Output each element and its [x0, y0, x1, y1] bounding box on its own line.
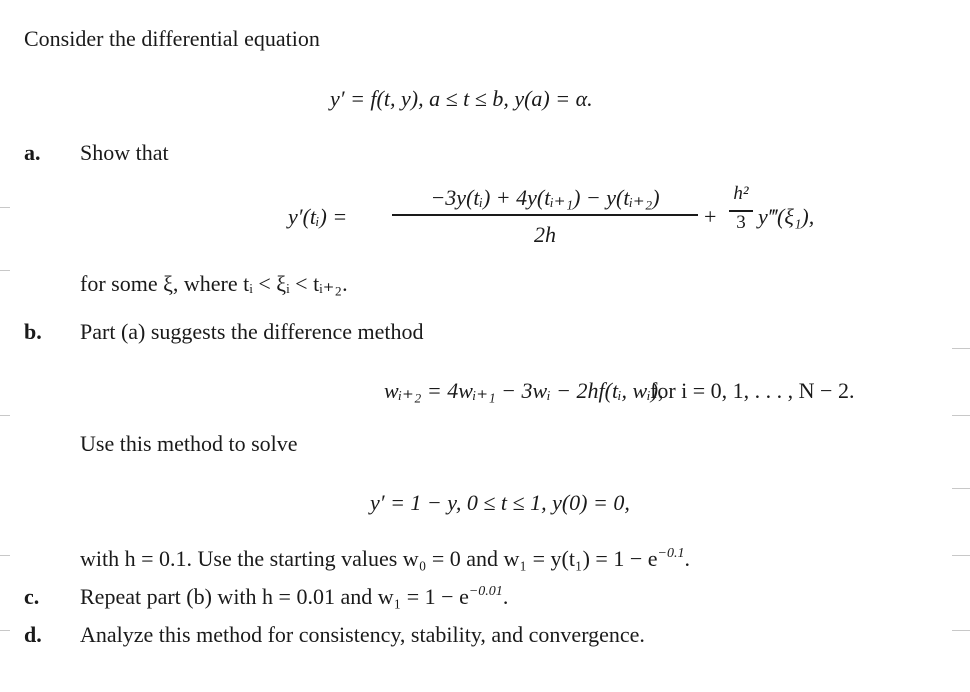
part-b-use-text: Use this method to solve — [80, 431, 298, 456]
part-c-label: c. — [24, 584, 40, 609]
part-a-h2: h² — [733, 183, 749, 204]
part-a-condition: for some ξ, where tᵢ < ξᵢ < tᵢ₊₂. — [80, 271, 348, 296]
ivp-equation: y′ = 1 − y, 0 ≤ t ≤ 1, y(0) = 0, — [370, 490, 630, 515]
starting-values-exponent: −0.1 — [657, 546, 685, 561]
part-c-text-line — [80, 584, 508, 610]
part-a-denominator: 2h — [534, 222, 556, 247]
intro-text: Consider the differential equation — [24, 26, 320, 51]
ode-equation: y′ = f(t, y), a ≤ t ≤ b, y(a) = α. — [330, 86, 593, 111]
part-c-exponent: −0.01 — [468, 584, 503, 599]
part-a-label: a. — [24, 140, 41, 165]
part-d-text: Analyze this method for consistency, stability, and convergence. — [80, 622, 645, 647]
part-b-label: b. — [24, 319, 42, 344]
part-a-three: 3 — [736, 212, 746, 233]
part-c-text: Repeat part (b) with h = 0.01 and w₁ = 1 − e — [80, 584, 469, 609]
part-a-lhs: y′(tᵢ) = — [288, 204, 348, 229]
difference-method: wᵢ₊₂ = 4wᵢ₊₁ − 3wᵢ − 2hf(tᵢ, wᵢ), — [384, 378, 664, 403]
part-a-remainder: y‴(ξ₁), — [758, 204, 815, 229]
part-d-label: d. — [24, 622, 42, 647]
starting-values-text: with h = 0.1. Use the starting values w₀ = 0 and w₁ = y(t₁) = 1 − e — [80, 546, 658, 571]
margin-rule — [0, 415, 10, 416]
margin-rule — [952, 555, 970, 556]
part-a-plus: + — [704, 204, 717, 229]
difference-method-range: for i = 0, 1, . . . , N − 2. — [650, 378, 855, 403]
part-c-end: . — [502, 584, 509, 609]
margin-rule — [952, 488, 970, 489]
margin-rule — [952, 415, 970, 416]
margin-rule — [0, 270, 10, 271]
part-a-text: Show that — [80, 140, 169, 165]
margin-rule — [0, 207, 10, 208]
margin-rule — [952, 630, 970, 631]
margin-rule — [0, 630, 10, 631]
starting-values-end: . — [684, 546, 690, 571]
margin-rule — [0, 555, 10, 556]
part-a-fraction-bar — [392, 214, 698, 216]
part-a-numerator: −3y(tᵢ) + 4y(tᵢ₊₁) − y(tᵢ₊₂) — [430, 185, 660, 210]
part-b-text: Part (a) suggests the difference method — [80, 319, 424, 344]
margin-rule — [952, 348, 970, 349]
part-b-starting-values — [80, 546, 690, 572]
